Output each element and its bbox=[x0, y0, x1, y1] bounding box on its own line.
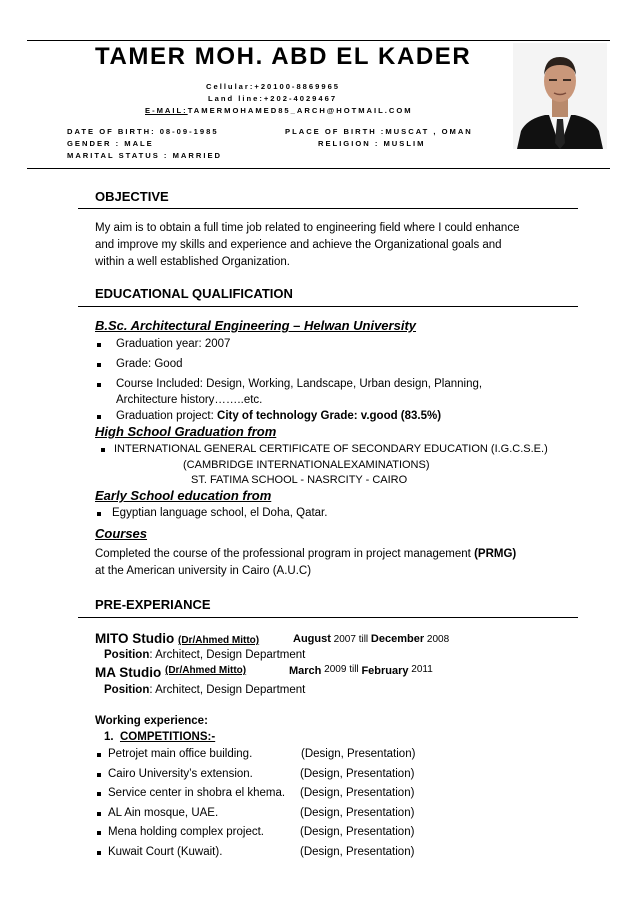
competition-role: (Design, Presentation) bbox=[300, 767, 415, 780]
job-2-from-rest: 2009 till bbox=[321, 664, 362, 675]
education-heading: EDUCATIONAL QUALIFICATION bbox=[95, 286, 293, 301]
email-value[interactable]: TAMERMOHAMED85_ARCH@HOTMAIL.COM bbox=[187, 106, 413, 115]
job-2-person: (Dr/Ahmed Mitto) bbox=[165, 665, 247, 676]
bsc-title: B.Sc. Architectural Engineering – Helwan University bbox=[95, 318, 417, 333]
profile-photo bbox=[513, 43, 607, 149]
email-label: E-MAIL: bbox=[145, 106, 188, 115]
bullet bbox=[97, 415, 101, 419]
high-school-title: High School Graduation from bbox=[95, 424, 277, 439]
bsc-grade: Grade: Good bbox=[116, 358, 183, 370]
bullet bbox=[97, 851, 101, 855]
courses-line-2: at the American university in Cairo (A.U.C) bbox=[95, 565, 312, 577]
job-1-to-year: 2008 bbox=[424, 634, 450, 645]
education-rule bbox=[78, 306, 578, 307]
job-1-dates bbox=[293, 633, 449, 645]
competition-role: (Design, Presentation) bbox=[300, 806, 415, 819]
landline: Land line:+202-4029467 bbox=[208, 94, 338, 103]
working-experience-title: Working experience: bbox=[95, 715, 208, 727]
competition-name: Petrojet main office building. bbox=[108, 748, 253, 760]
job-1-position-label: Position bbox=[104, 649, 150, 661]
competition-name: Mena holding complex project. bbox=[108, 826, 264, 838]
job-2-studio: MA Studio bbox=[95, 665, 165, 680]
bullet bbox=[97, 831, 101, 835]
courses-prmg: (PRMG) bbox=[474, 548, 517, 560]
courses-text: Completed the course of the professional program in project management bbox=[95, 548, 475, 560]
competition-name: Kuwait Court (Kuwait). bbox=[108, 845, 223, 858]
bullet bbox=[97, 363, 101, 367]
project-label: Graduation project: bbox=[116, 410, 218, 422]
competition-name: AL Ain mosque, UAE. bbox=[108, 806, 219, 819]
cellular: Cellular:+20100-8869965 bbox=[206, 82, 341, 91]
courses-line-1 bbox=[95, 546, 516, 562]
experience-rule bbox=[78, 617, 578, 618]
job-2-from-month: March bbox=[289, 665, 322, 677]
job-2-position bbox=[104, 682, 305, 698]
bullet bbox=[97, 512, 101, 516]
bullet bbox=[97, 773, 101, 777]
job-2-dates bbox=[289, 665, 433, 677]
bullet bbox=[101, 448, 105, 452]
high-school-line-2: (CAMBRIDGE INTERNATIONALEXAMINATIONS) bbox=[183, 459, 430, 471]
email-line bbox=[145, 106, 413, 115]
bsc-course-line-1: Course Included: Design, Working, Landscape, Urban design, Planning, bbox=[116, 378, 483, 390]
competition-name: Cairo University’s extension. bbox=[108, 767, 253, 780]
bullet bbox=[97, 792, 101, 796]
competitions-title: COMPETITIONS:- bbox=[119, 731, 216, 743]
job-1-line bbox=[95, 630, 259, 648]
early-school-item: Egyptian language school, el Doha, Qatar. bbox=[112, 507, 328, 519]
job-2-to-year: 2011 bbox=[408, 664, 433, 675]
gender: GENDER : MALE bbox=[67, 139, 154, 148]
bullet bbox=[97, 812, 101, 816]
job-2-position-value: : Architect, Design Department bbox=[149, 684, 306, 696]
job-1-studio: MITO Studio bbox=[95, 631, 178, 646]
competitions-number: 1. bbox=[104, 731, 114, 743]
job-2-position-label: Position bbox=[104, 684, 150, 696]
bsc-graduation-year: Graduation year: 2007 bbox=[116, 338, 231, 350]
marital-status: MARITAL STATUS : MARRIED bbox=[67, 151, 223, 160]
high-school-line-3: ST. FATIMA SCHOOL - NASRCITY - CAIRO bbox=[191, 474, 408, 486]
objective-line-3: within a well established Organization. bbox=[95, 256, 290, 268]
job-1-to-month: December bbox=[370, 633, 425, 645]
high-school-line-1: INTERNATIONAL GENERAL CERTIFICATE OF SECONDARY EDUCATION (I.G.C.S.E.) bbox=[114, 443, 548, 455]
job-1-position bbox=[104, 647, 305, 663]
competition-role: (Design, Presentation) bbox=[300, 845, 415, 858]
experience-heading: PRE-EXPERIANCE bbox=[95, 597, 211, 612]
competition-role: (Design, Presentation) bbox=[301, 748, 416, 760]
objective-line-2: and improve my skills and experience and achieve the Organizational goals and bbox=[95, 239, 502, 251]
early-school-title: Early School education from bbox=[95, 488, 272, 503]
objective-heading: OBJECTIVE bbox=[95, 189, 169, 204]
objective-rule bbox=[78, 208, 578, 209]
competition-name: Service center in shobra el khema. bbox=[108, 787, 286, 799]
bsc-graduation-project bbox=[116, 408, 441, 424]
job-2-line bbox=[95, 664, 246, 682]
date-of-birth: DATE OF BIRTH: 08-09-1985 bbox=[67, 127, 219, 136]
job-1-from-rest: 2007 till bbox=[330, 634, 371, 645]
bsc-course-line-2: Architecture history……..etc. bbox=[116, 394, 263, 406]
candidate-name: TAMER MOH. ABD EL KADER bbox=[95, 43, 472, 70]
job-1-person: (Dr/Ahmed Mitto) bbox=[178, 635, 260, 646]
project-value: City of technology Grade: v.good (83.5%) bbox=[217, 410, 442, 422]
header-top-rule bbox=[27, 40, 610, 41]
objective-line-1: My aim is to obtain a full time job related to engineering field where I could enhance bbox=[95, 222, 520, 234]
job-1-from-month: August bbox=[293, 633, 331, 645]
bullet bbox=[97, 753, 101, 757]
job-1-position-value: : Architect, Design Department bbox=[149, 649, 306, 661]
bullet bbox=[97, 343, 101, 347]
competition-role: (Design, Presentation) bbox=[300, 787, 415, 799]
place-of-birth: PLACE OF BIRTH :MUSCAT , OMAN bbox=[285, 127, 473, 136]
religion: RELIGION : MUSLIM bbox=[318, 139, 426, 148]
competition-role: (Design, Presentation) bbox=[300, 826, 415, 838]
job-2-to-month: February bbox=[361, 665, 409, 677]
header-bottom-rule bbox=[27, 168, 610, 169]
competitions-heading bbox=[104, 729, 215, 745]
courses-title: Courses bbox=[95, 526, 148, 541]
bullet bbox=[97, 383, 101, 387]
